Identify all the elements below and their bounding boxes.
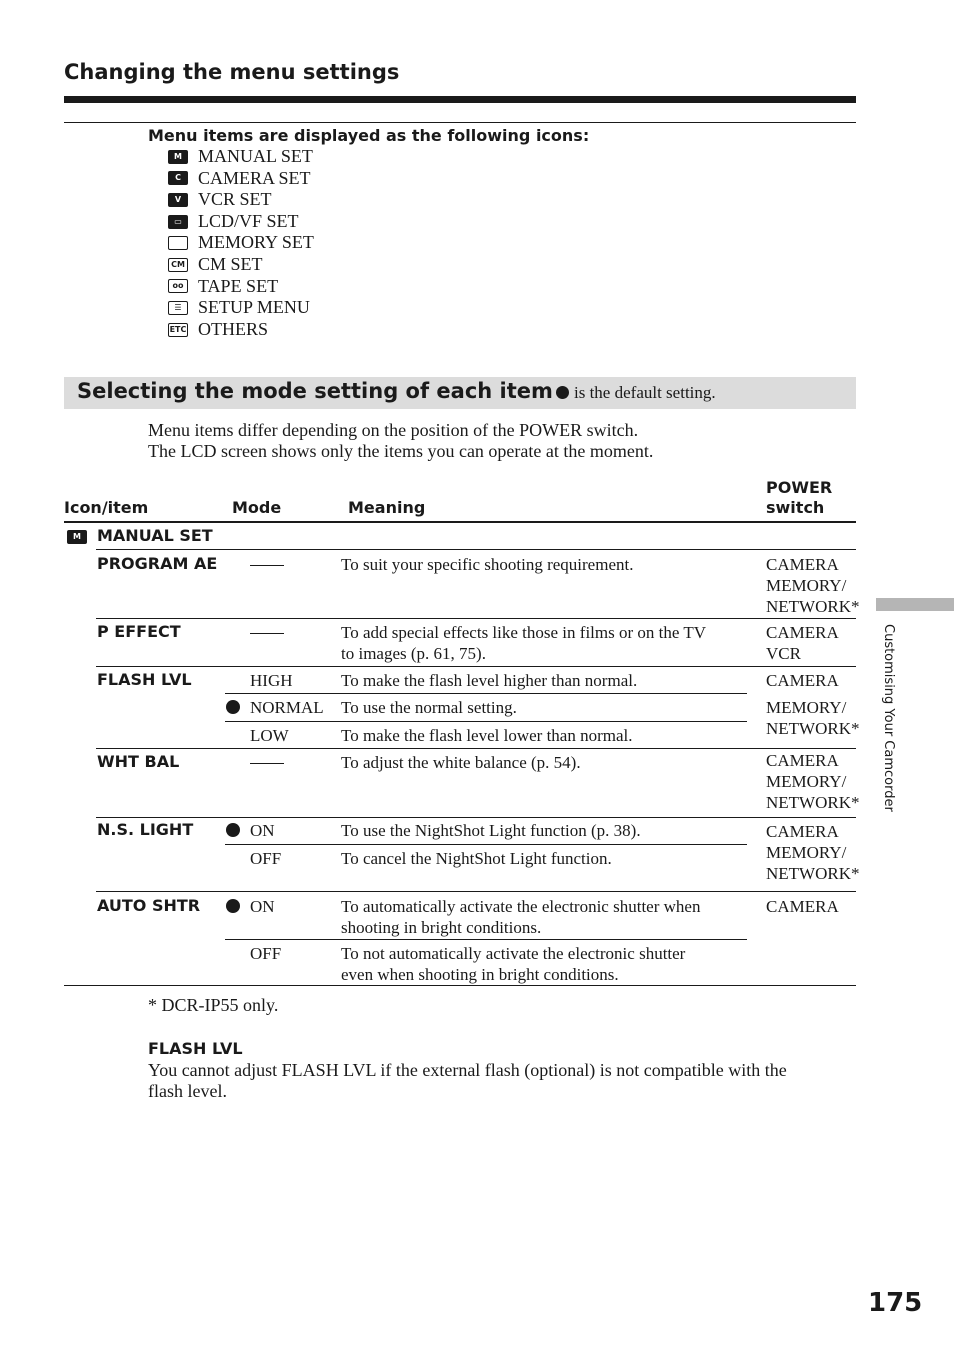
table-cell-meaning: To cancel the NightShot Light function. (341, 849, 612, 868)
power-value: CAMERA (766, 671, 839, 690)
others-icon: ETC (168, 323, 188, 337)
title-rule (64, 96, 856, 103)
power-value: NETWORK* (766, 793, 860, 812)
menu-icon-list (168, 146, 314, 340)
flash-note-line: flash level. (148, 1081, 227, 1101)
default-bullet-icon (226, 700, 240, 714)
list-item (168, 146, 314, 168)
icon-label: OTHERS (198, 318, 269, 339)
manual-set-icon: M (67, 530, 87, 544)
lcd-vf-set-icon: ▭ (168, 215, 188, 229)
camera-set-icon: C (168, 171, 188, 185)
table-cell-mode: OFF (250, 944, 282, 963)
table-cell-meaning (341, 943, 685, 985)
meaning-line: To not automatically activate the electronic shutter (341, 944, 686, 963)
column-header-mode: Mode (232, 498, 282, 517)
page-number: 175 (868, 1288, 923, 1318)
power-value: NETWORK* (766, 719, 860, 738)
dash-icon (250, 763, 284, 764)
table-cell-meaning (341, 622, 706, 664)
icons-intro: Menu items are displayed as the following icons: (148, 126, 590, 145)
dash-icon (250, 565, 284, 566)
power-value: CAMERA (766, 822, 839, 841)
tape-set-icon: oo (168, 279, 188, 293)
default-note (556, 383, 716, 403)
power-value: CAMERA (766, 555, 839, 574)
manual-set-icon: M (168, 150, 188, 164)
icon-label: MANUAL SET (198, 146, 313, 166)
list-item (168, 254, 314, 276)
table-cell-meaning: To make the flash level higher than normal. (341, 671, 638, 690)
power-value: VCR (766, 644, 801, 663)
list-item (168, 276, 314, 298)
power-value: NETWORK* (766, 864, 860, 883)
power-value: MEMORY/ (766, 576, 847, 595)
table-row-item: AUTO SHTR (97, 896, 201, 915)
header-rule (64, 521, 856, 523)
meaning-line: even when shooting in bright conditions. (341, 965, 619, 984)
section-tab (876, 598, 954, 611)
row-rule (96, 666, 856, 667)
table-cell-power (766, 554, 859, 617)
table-cell-mode: ON (250, 897, 275, 916)
table-row-item: WHT BAL (97, 752, 180, 771)
table-cell-mode: HIGH (250, 671, 293, 690)
footnote: * DCR-IP55 only. (148, 995, 279, 1015)
table-cell-mode: LOW (250, 726, 289, 745)
row-rule (225, 721, 747, 722)
power-header-line: POWER (766, 478, 833, 497)
icon-label: TAPE SET (198, 275, 279, 296)
icon-label: CM SET (198, 253, 263, 274)
column-header-power (766, 478, 832, 518)
table-cell-power (766, 622, 839, 664)
intro-line: The LCD screen shows only the items you can operate at the moment. (148, 441, 654, 461)
table-row-item: P EFFECT (97, 622, 181, 641)
list-item (168, 168, 314, 190)
table-cell-power (766, 670, 859, 739)
default-bullet-icon (226, 823, 240, 837)
row-rule (225, 939, 747, 940)
cm-set-icon: CM (168, 258, 188, 272)
table-cell-power (766, 821, 859, 884)
row-rule (96, 891, 856, 892)
flash-note-heading: FLASH LVL (148, 1039, 243, 1058)
table-cell-power: CAMERA (766, 897, 839, 916)
table-cell-power (766, 750, 859, 813)
dash-icon (250, 633, 284, 634)
table-bottom-rule (64, 985, 856, 986)
list-item (168, 297, 314, 319)
section-title: Selecting the mode setting of each item (77, 379, 553, 403)
table-cell-meaning: To adjust the white balance (p. 54). (341, 753, 581, 772)
table-cell-mode: ON (250, 821, 275, 840)
list-item (168, 232, 314, 254)
table-cell-mode: OFF (250, 849, 282, 868)
default-note-text: is the default setting. (574, 383, 716, 402)
power-value: NETWORK* (766, 597, 860, 616)
icon-label: LCD/VF SET (198, 210, 299, 231)
row-rule (96, 817, 856, 818)
list-item (168, 211, 314, 233)
divider (64, 122, 856, 123)
table-cell-mode: NORMAL (250, 698, 324, 717)
icon-label: SETUP MENU (198, 297, 310, 318)
column-header-meaning: Meaning (348, 498, 426, 517)
icon-label: MEMORY SET (198, 232, 314, 253)
list-item (168, 189, 314, 211)
table-cell-meaning: To use the NightShot Light function (p. 38). (341, 821, 641, 840)
setup-menu-icon: ☰ (168, 301, 188, 315)
intro-line: Menu items differ depending on the position of the POWER switch. (148, 420, 639, 440)
table-row-item: PROGRAM AE (97, 554, 218, 573)
power-value: MEMORY/ (766, 698, 847, 717)
table-cell-meaning: To use the normal setting. (341, 698, 517, 717)
row-rule (225, 844, 747, 845)
power-value: CAMERA (766, 751, 839, 770)
column-header-icon-item: Icon/item (64, 498, 149, 517)
meaning-line: to images (p. 61, 75). (341, 644, 486, 663)
table-cell-meaning: To make the flash level lower than normal. (341, 726, 633, 745)
list-item (168, 319, 314, 341)
side-label: Customising Your Camcorder (881, 624, 896, 812)
table-cell-meaning: To suit your specific shooting requirement. (341, 555, 634, 574)
meaning-line: To add special effects like those in films or on the TV (341, 623, 707, 642)
flash-note-line: You cannot adjust FLASH LVL if the external flash (optional) is not compatible with the (148, 1060, 787, 1080)
row-rule (96, 618, 856, 619)
vcr-set-icon: V (168, 193, 188, 207)
table-cell-meaning (341, 896, 700, 938)
power-value: MEMORY/ (766, 843, 847, 862)
page-title: Changing the menu settings (64, 60, 400, 84)
power-header-line: switch (766, 498, 825, 517)
default-bullet-icon (556, 386, 569, 399)
icon-label: VCR SET (198, 189, 272, 210)
power-value: MEMORY/ (766, 772, 847, 791)
meaning-line: To automatically activate the electronic shutter when (341, 897, 701, 916)
row-rule (96, 748, 856, 749)
table-row-item: N.S. LIGHT (97, 820, 194, 839)
row-rule (96, 549, 856, 550)
row-rule (225, 693, 747, 694)
group-label: MANUAL SET (97, 526, 213, 545)
table-row-item: FLASH LVL (97, 670, 192, 689)
icon-label: CAMERA SET (198, 167, 311, 188)
memory-set-icon (168, 236, 188, 250)
meaning-line: shooting in bright conditions. (341, 918, 542, 937)
default-bullet-icon (226, 899, 240, 913)
power-value: CAMERA (766, 623, 839, 642)
